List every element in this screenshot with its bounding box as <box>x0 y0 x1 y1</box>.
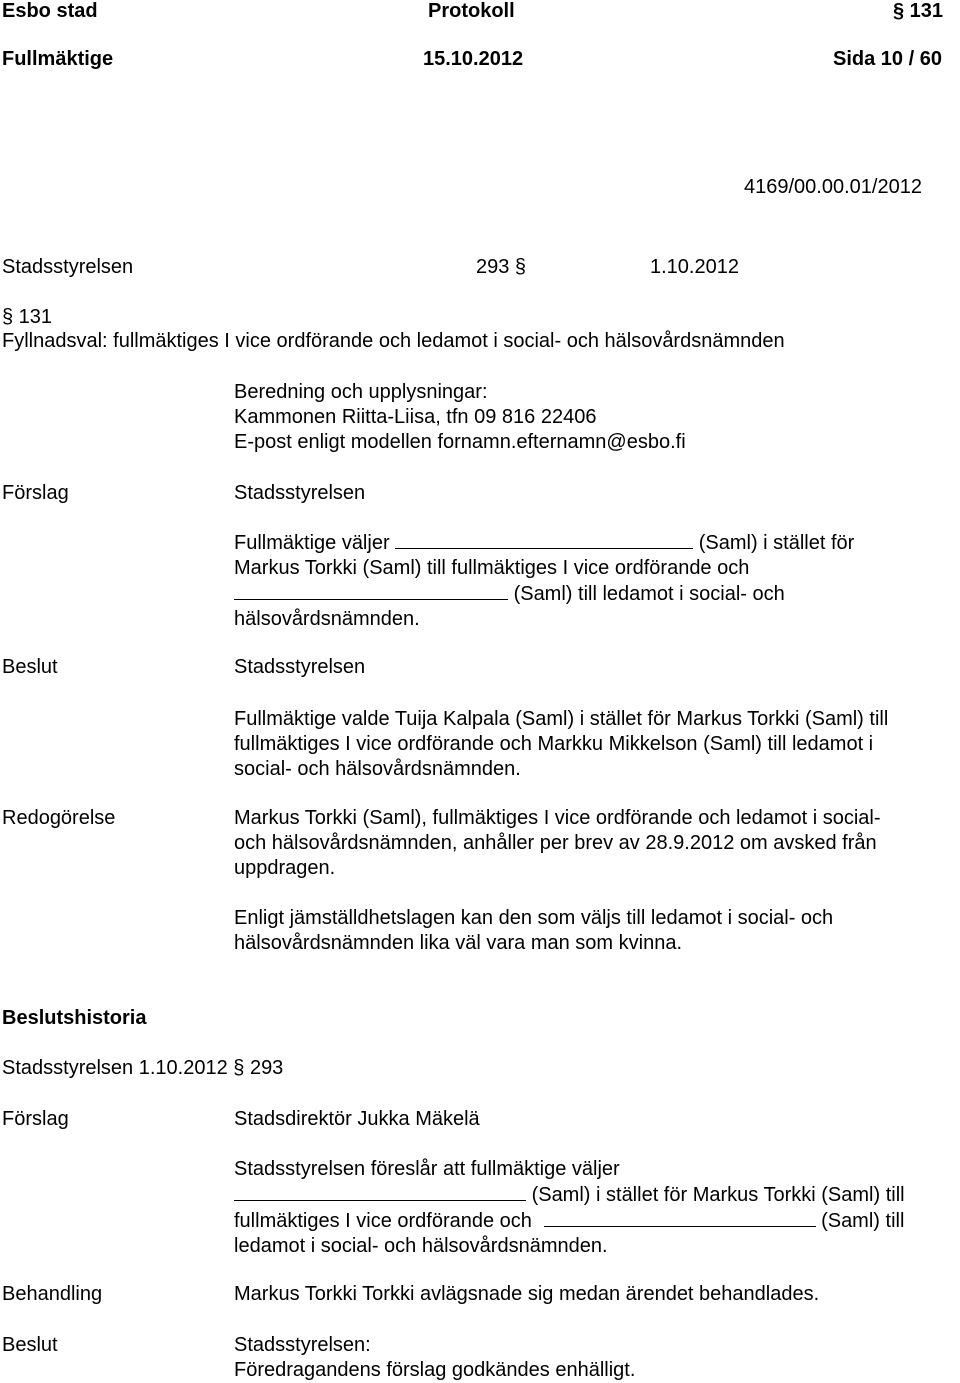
history-beslut-decision: Föredragandens förslag godkändes enhälligt. <box>234 1359 636 1381</box>
history-beslut-by: Stadsstyrelsen: <box>234 1334 371 1356</box>
history-reference: Stadsstyrelsen 1.10.2012 § 293 <box>2 1057 284 1079</box>
forslag-label: Förslag <box>2 482 69 504</box>
beslut-line-2: fullmäktiges I vice ordförande och Markku Mikkelson (Saml) till ledamot i <box>234 733 874 755</box>
preparation-block <box>234 380 958 455</box>
history-beslut-text <box>234 1333 958 1383</box>
history-forslag-label: Förslag <box>2 1108 69 1130</box>
history-forslag-by: Stadsdirektör Jukka Mäkelä <box>234 1108 480 1130</box>
beslut-by: Stadsstyrelsen <box>234 656 366 678</box>
beslut-label: Beslut <box>2 656 58 678</box>
history-forslag-text <box>234 1157 958 1259</box>
history-beslut-label: Beslut <box>2 1334 58 1356</box>
history-forslag-line-1: Stadsstyrelsen föreslår att fullmäktige väljer <box>234 1158 620 1180</box>
redogorelse-line-5: hälsovårdsnämnden lika väl vara man som kvinna. <box>234 932 682 954</box>
redogorelse-line-1: Markus Torkki (Saml), fullmäktiges I vice ordförande och ledamot i social- <box>234 807 881 829</box>
beslut-line-3: social- och hälsovårdsnämnden. <box>234 758 521 780</box>
reference-body: Stadsstyrelsen <box>2 256 134 278</box>
reference-date: 1.10.2012 <box>650 256 739 278</box>
blank-line <box>395 530 693 549</box>
preparation-email: E-post enligt modellen fornamn.efternamn@esbo.fi <box>234 431 686 453</box>
forslag-line-1b: (Saml) i stället för <box>698 532 855 554</box>
forslag-text <box>234 530 958 632</box>
preparation-heading: Beredning och upplysningar: <box>234 381 488 403</box>
forslag-line-3: (Saml) till ledamot i social- och <box>513 583 785 605</box>
history-forslag-line-3a: fullmäktiges I vice ordförande och <box>234 1210 532 1232</box>
org-name: Esbo stad <box>2 0 98 22</box>
forslag-line-4: hälsovårdsnämnden. <box>234 608 420 630</box>
forslag-by: Stadsstyrelsen <box>234 482 366 504</box>
history-forslag-line-4: ledamot i social- och hälsovårdsnämnden. <box>234 1235 608 1257</box>
history-forslag-line-2: (Saml) i stället för Markus Torkki (Saml) till <box>531 1184 905 1206</box>
blank-line <box>234 1182 526 1201</box>
blank-line <box>234 581 508 600</box>
section-number: § 131 <box>2 306 53 328</box>
redogorelse-paragraph-2 <box>234 906 958 956</box>
header-body: Fullmäktige <box>2 48 114 70</box>
reference-number: 293 § <box>476 256 527 278</box>
redogorelse-line-2: och hälsovårdsnämnden, anhåller per brev av 28.9.2012 om avsked från <box>234 832 877 854</box>
header-paragraph-number: § 131 <box>893 0 944 22</box>
redogorelse-label: Redogörelse <box>2 807 116 829</box>
diary-number: 4169/00.00.01/2012 <box>744 176 922 198</box>
forslag-line-2: Markus Torkki (Saml) till fullmäktiges I vice ordförande och <box>234 557 750 579</box>
beslut-text <box>234 707 958 782</box>
behandling-label: Behandling <box>2 1283 103 1305</box>
redogorelse-line-4: Enligt jämställdhetslagen kan den som väljs till ledamot i social- och <box>234 907 834 929</box>
beslut-line-1: Fullmäktige valde Tuija Kalpala (Saml) i stället för Markus Torkki (Saml) till <box>234 708 889 730</box>
doc-type: Protokoll <box>428 0 515 22</box>
header-date: 15.10.2012 <box>423 48 524 70</box>
blank-line <box>544 1208 816 1227</box>
behandling-text: Markus Torkki Torkki avlägsnade sig medan ärendet behandlades. <box>234 1283 820 1305</box>
page-number: Sida 10 / 60 <box>833 48 942 70</box>
section-title: Fyllnadsval: fullmäktiges I vice ordförande och ledamot i social- och hälsovårdsnämnden <box>2 330 785 352</box>
preparation-contact: Kammonen Riitta-Liisa, tfn 09 816 22406 <box>234 406 597 428</box>
redogorelse-line-3: uppdragen. <box>234 857 336 879</box>
history-forslag-line-3b: (Saml) till <box>821 1210 905 1232</box>
redogorelse-paragraph-1 <box>234 806 958 881</box>
forslag-line-1a: Fullmäktige väljer <box>234 532 390 554</box>
history-heading: Beslutshistoria <box>2 1007 147 1029</box>
